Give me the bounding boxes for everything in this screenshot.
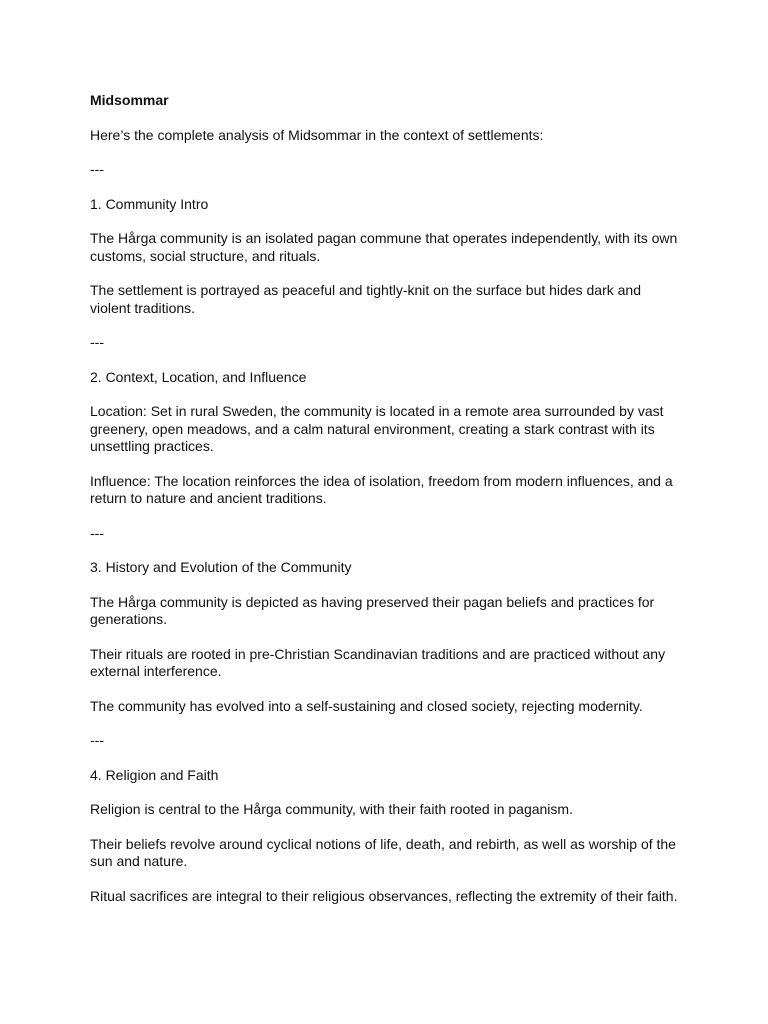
separator-2: --- (90, 334, 104, 350)
section-3-paragraph-2: Their rituals are rooted in pre-Christian Scandinavian traditions and are practiced without any external interference. (90, 645, 666, 679)
section-2-paragraph-1: Location: Set in rural Sweden, the community is located in a remote area surrounded by vast greenery, open meadows, and a calm natural environment, creating a stark contrast with its unsettling practices. (90, 403, 664, 454)
separator-1: --- (90, 161, 104, 177)
section-1-paragraph-1: The Hårga community is an isolated pagan commune that operates independently, with its own customs, social structure, and rituals. (90, 230, 678, 264)
section-1-heading: 1. Community Intro (90, 195, 209, 212)
section-4-paragraph-3: Ritual sacrifices are integral to their religious observances, reflecting the extremity of their faith. (90, 887, 678, 904)
section-2-heading: 2. Context, Location, and Influence (90, 368, 307, 385)
document-page (90, 92, 685, 922)
section-2-paragraph-2: Influence: The location reinforces the idea of isolation, freedom from modern influences, and a return to nature and ancient traditions. (90, 472, 673, 506)
section-1-paragraph-2: The settlement is portrayed as peaceful and tightly-knit on the surface but hides dark and violent traditions. (90, 282, 641, 316)
document-title: Midsommar (90, 92, 169, 108)
section-4-heading: 4. Religion and Faith (90, 766, 219, 783)
section-3-heading: 3. History and Evolution of the Community (90, 559, 352, 575)
section-4-paragraph-1: Religion is central to the Hårga community, with their faith rooted in paganism. (90, 801, 573, 817)
section-3-paragraph-3: The community has evolved into a self-sustaining and closed society, rejecting modernity. (90, 697, 643, 714)
separator-3: --- (90, 524, 104, 541)
section-3-paragraph-1: The Hårga community is depicted as having preserved their pagan beliefs and practices for generations. (90, 593, 655, 627)
section-4-paragraph-2: Their beliefs revolve around cyclical notions of life, death, and rebirth, as well as worship of the sun and nature. (90, 835, 676, 869)
separator-4: --- (90, 732, 104, 748)
intro-paragraph: Here’s the complete analysis of Midsommar in the context of settlements: (90, 126, 544, 143)
